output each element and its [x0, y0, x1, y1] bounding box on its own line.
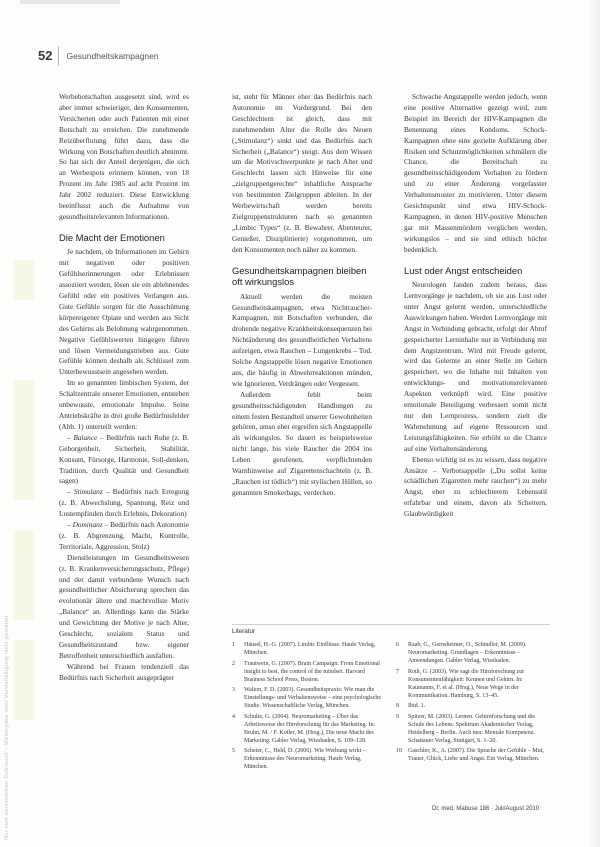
literature-number: 10	[396, 748, 402, 754]
issue-date: Juli/August 2010	[494, 806, 540, 812]
section-heading: Lust oder Angst entscheiden	[404, 264, 523, 276]
scan-edge-shadow	[590, 0, 600, 847]
paragraph: Außerdem fehlt beim gesundheitsschädigenden Handlungen zu einem festen Bestandteil unserer Gewohnheiten gehören, umso eher ergreifen sich Angstappelle als wirkungslos. So dauert es beispielsweise nicht lange, bis viele Raucher die 2004 ins Leben gerufenen, verpflichtenden Warnhinweise auf Zigarettenschachteln (z. B. „Rauchen ist tödlich“) mit stylischen Hüllen, so genannten Smokerbags, verdecken.	[232, 389, 372, 497]
scan-tint	[14, 380, 34, 500]
footer-separator: ·	[491, 806, 495, 812]
list-item: – Stimulanz – Bedürfnis nach Erregung (z. B. Abwechslung, Spannung, Reiz und Lustempfinden durch Erlebnis, Dekoration)	[59, 487, 189, 519]
literature-column-left	[232, 641, 382, 774]
literature-entry	[232, 747, 382, 771]
section-title: Gesundheitskampagnen	[66, 51, 159, 61]
paragraph: Im so genannten limbischen System, der Schaltzentrale unserer Emotionen, entstehen unbewusste, emotionale Impulse. Seine Antriebskräfte in drei große Bedürfnisfelder (Abb. 1) unterteilt werden:	[59, 378, 189, 431]
literature-heading: Literatur	[232, 628, 256, 635]
literature-entry	[396, 702, 546, 710]
paragraph: ist, steht für Männer eher das Bedürfnis nach Autonomie im Vordergrund. Bei den Geschlechtern ist gleich, dass mit zunehmendem Alter die Rolle des Neuen („Stimulanz“) sinkt und das Bedürfnis nach Sicherheit („Balance“) steigt. Aus dem Wissen um die Motivschwerpunkte je nach Alter und Geschlecht lassen sich Hinweise für eine „zielgruppengerechte“ inhaltliche Ansprache von bestimmten Zielgruppen ableiten. In der Werbewirtschaft werden bereits Zielgruppenstrukturen nach so genannten „Limbic Types“ (z. B. Bewahrer, Abenteurer, Genießer, Disziplinierte) vorgenommen, um den Konsumenten noch näher zu kommen.	[232, 92, 372, 254]
term: Balance	[73, 432, 98, 442]
literature-number: 6	[396, 642, 399, 648]
literature-entry	[396, 668, 546, 700]
literature-number: 5	[232, 748, 235, 754]
paragraph: Während bei Frauen tendenziell das Bedürfnis nach Sicherheit ausgeprägter	[59, 661, 189, 682]
literature-entry	[232, 660, 382, 684]
paragraph: Werbebotschaften ausgesetzt sind, wird es aber immer schwieriger, den Konsumenten, Versicherten oder auch Patienten mit einer Botschaft zu erreichen. Die zunehmende Reizüberflutung führt dazu, dass die Wirkung von Botschaften deutlich abnimmt. So hat sich der Anteil derjenigen, die sich an Werbespots erinnern können, von 18 Prozent im Jahr 1985 auf acht Prozent im Jahr 2002 reduziert. Diese Entwicklung beeinflusst auch die Aufnahme von gesundheitsrelevanten Informationen.	[59, 92, 190, 221]
heading-line: oft wirkungslos	[232, 276, 295, 288]
journal-name: Dr. med. Mabuse 186	[432, 806, 490, 812]
literature-citation: Scheier, C., Held, D. (2006). Wie Werbung wirkt – Erkenntnisse des Neuromarketing. Haufe Verlag, München.	[244, 748, 366, 770]
literature-number: 9	[396, 713, 399, 720]
list-item: – Balance – Bedürfnis nach Ruhe (z. B. Geborgenheit, Sicherheit, Stabilität, Konsum, Fürsorge, Harmonie, Soll-denken, Tradition, durch Qualität und Gesundheit sagen)	[59, 432, 189, 486]
section-heading	[232, 265, 372, 288]
literature-entry	[232, 713, 382, 745]
literature-entry	[232, 686, 382, 710]
list-item-text: – Bedürfnis nach Autonomie (z. B. Abgrenzung, Macht, Kontrolle, Territoriale, Aggression, Stolz)	[59, 520, 189, 551]
literature-number: 3	[232, 687, 235, 693]
section-heading: Die Macht der Emotionen	[59, 231, 165, 243]
literature-citation: Walton, F. D. (2003). Gesundheitspraxis: Wie man die Einstellungs- und Verhaltensweise – eine psychologische Studie. Wissenschaftliche Verlag, München.	[244, 687, 382, 709]
paragraph: Neurologen fanden zudem heraus, dass Lernvorgänge je nachdem, ob sie aus Lust oder unter Angst gelernt werden, unterschiedliche Auswirkungen haben. Werden Lernvorgänge mit Angst in Verbindung gebracht, erfolgt der Abruf gespeicherter Lerninhalte nur in Verbindung mit dem Angstzentrum. Wird mit Freude gelernt, wird das Gelernte an einer Stelle im Gehirn gespeichert, wo die Inhalte mit Inhalten von entwicklungs- und motivationsrelevanten Aspekten verknüpft wird. Eine positive emotionale Beteiligung verbessert somit nicht nur den Lernprozess, sondern zielt die Wahrnehmung auf eigene Ressourcen und Leistungsfähigkeiten. Sie erhöht so die Chance auf eine Verhaltensänderung.	[404, 280, 547, 453]
literature-entry	[396, 747, 546, 763]
list-item: – Dominanz – Bedürfnis nach Autonomie (z. B. Abgrenzung, Macht, Kontrolle, Territoriale, Aggression, Stolz)	[59, 520, 189, 551]
literature-citation: Roth, G. (2003). Wie sagt die Hirnforschung zur Konsumentenfähigkeit: Kennen und Gehirn. In: Kaumanns, F. et al. (Hrsg.), Neue Wege in der Kommunikation. Hamburg, S. 13–45.	[408, 668, 525, 699]
paragraph: Ebenso wichtig ist es zu wissen, dass negative Ansätze – Verbotsappelle („Du sollst keine schädlichen Zigaretten mehr rauchen“) zu mehr Angst, eher zu schlechterem Lebensstil erfahrbar und einem, davon als Scheitern, Glaubwürdigkeit	[404, 454, 547, 519]
scan-tint	[14, 260, 34, 300]
literature-entry	[232, 641, 382, 657]
literature-entry	[396, 713, 546, 745]
literature-citation: Raab, G., Gernsheimer, O., Schindler, M. (2009). Neuromarketing. Grundlagen – Erkenntnisse – Anwendungen. Gabler Verlag, Wiesbaden.	[408, 642, 527, 664]
paragraph: Je nachdem, ob Informationen im Gehirn mit negativen oder positiven Gefühlserinnerungen oder Erlebnissen assoziiert werden, lösen sie ein ablehnendes Gefühl oder ein positives Verlangen aus. Gute Gefühle sorgen für die Ausschüttung körpereigener Opiate und werden aus Sicht des Gehirns als Belohnung wahrgenommen. Negative Gefühlswerten hingegen führen und lösen Vermeidungstrieben aus. Gute Gefühle können deshalb als Schlüssel zum Unterbewusstsein angesehen werden.	[59, 247, 189, 377]
heading-line: Gesundheitskampagnen bleiben	[232, 264, 367, 276]
literature-number: 2	[232, 660, 235, 667]
literature-column-right	[396, 641, 546, 774]
paragraph: Aktuell werden die meisten Gesundheitskampagnen, etwa Nichtraucher-Kampagnen, mit Botschaften verbunden, die drohende negative Krankheitskonsequenzen bei Nichtänderung des gesundheitlichen Verhaltens aufzeigen, etwa Rauchen – Lungenkrebs – Tod. Solche Angstappelle lösen negative Emotionen aus, die häufig in Abwehrreaktionen münden, wie Ignorieren, Verdrängen oder Vergessen.	[232, 291, 372, 388]
list-item-text: – Bedürfnis nach Erregung (z. B. Abwechslung, Spannung, Reiz und Lustempfinden durch Erlebnis, Dekoration)	[59, 487, 189, 519]
running-head	[38, 46, 159, 66]
divider	[232, 624, 550, 625]
literature-citation: Schulte, G. (2004). Neuromarketing – Über das Arbeitsweise der Hirnforschung für das Marketing. In: Bruhn, M. / F. Kotler, M. (Hrsg.), Die neue Macht des Marketing. Gabler Verlag, Wiesbaden, S. 109–128.	[244, 713, 376, 744]
scan-tint	[14, 640, 34, 720]
column-1	[59, 92, 189, 684]
literature-citation: Spitzer, M. (2003). Lernen. Gehirnforschung und die Schule des Lebens. Spektrum Akademischer Verlag, Heidelberg – Berlin. Auch neu: Mentale Kompetenz. Schattauer Verlag, Stuttgart, S. 1–20.	[408, 713, 536, 744]
term: Dominanz	[72, 520, 103, 530]
literature-citation: Ibid. 1.	[408, 703, 426, 709]
literature-citation: Trautwein, G. (2007). Brain Campaign: From Emotional insight to best, the control of the mindset. Harvard Business School Press, Boston.	[244, 660, 380, 683]
page-number: 52	[38, 46, 59, 66]
column-3	[404, 92, 547, 520]
literature-citation: Häusel, H.-G. (2007). Limbic Einflüsse. Haufe Verlag, München.	[244, 642, 376, 656]
list-item-text: – Bedürfnis nach Ruhe (z. B. Geborgenheit, Sicherheit, Stabilität, Konsum, Fürsorge, Harmonie, Soll-denken, Tradition, durch Qualität und Gesundheit sagen)	[59, 432, 189, 486]
paragraph: Schwache Angstappelle werden jedoch, wenn eine positive Alternative gezeigt wird, zum Beispiel im Bereich der HIV-Kampagnen die Benennung eines Kondoms. Schock-Kampagnen ohne eine gezielte Aufklärung über Risiken und Schutzmöglichkeiten schmälern die Chance, die Bereitschaft zu gesundheitsschädigendem Verhalten zu fördern und zu einer Änderung vorgefasster Verhaltensmuster zu motivieren. Unter diesem Gesichtspunkt sind etwa HIV-Schock-Kampagnen, in denen HIV-positive Menschen gar mit Massenmördern verglichen werden, wirkungslos – und sie sind ethisch höchst bedenklich.	[404, 92, 547, 254]
literature-number: 4	[232, 713, 235, 720]
literature-citation: Gaschler, K., A. (2007). Die Sprache der Gefühle – Mut, Trauer, Glück, Liebe und Angst. Ein Verlag, München.	[408, 748, 544, 762]
literature-number: 7	[396, 668, 399, 675]
copyright-margin-note: Nur zum persönlichen Gebrauch – Weitergabe oder Vervielfältigung nicht gestattet	[4, 615, 10, 840]
paragraph: Dienstleistungen im Gesundheitswesen (z. B. Krankenversicherungsschutz, Pflege) und der damit verbundene Wunsch nach gesundheitlicher Absicherung sprechen das evolutionär ältere und machtvollste Motiv „Balance“ an. Allerdings kann die Stärke und Gewichtung der Motive je nach Alter, Geschlecht, sozialem Status und Gesundheitszustand bzw. eigener Betroffenheit unterschiedlich ausfallen.	[59, 552, 189, 660]
column-2	[232, 92, 372, 499]
literature-number: 1	[232, 642, 235, 648]
literature-number: 8	[396, 703, 399, 709]
literature-entry	[396, 641, 546, 665]
scan-tint	[14, 530, 34, 620]
page-footer	[432, 806, 539, 812]
term: Stimulanz	[73, 487, 103, 497]
literature-section	[232, 628, 547, 774]
scan-artifact	[20, 0, 120, 4]
